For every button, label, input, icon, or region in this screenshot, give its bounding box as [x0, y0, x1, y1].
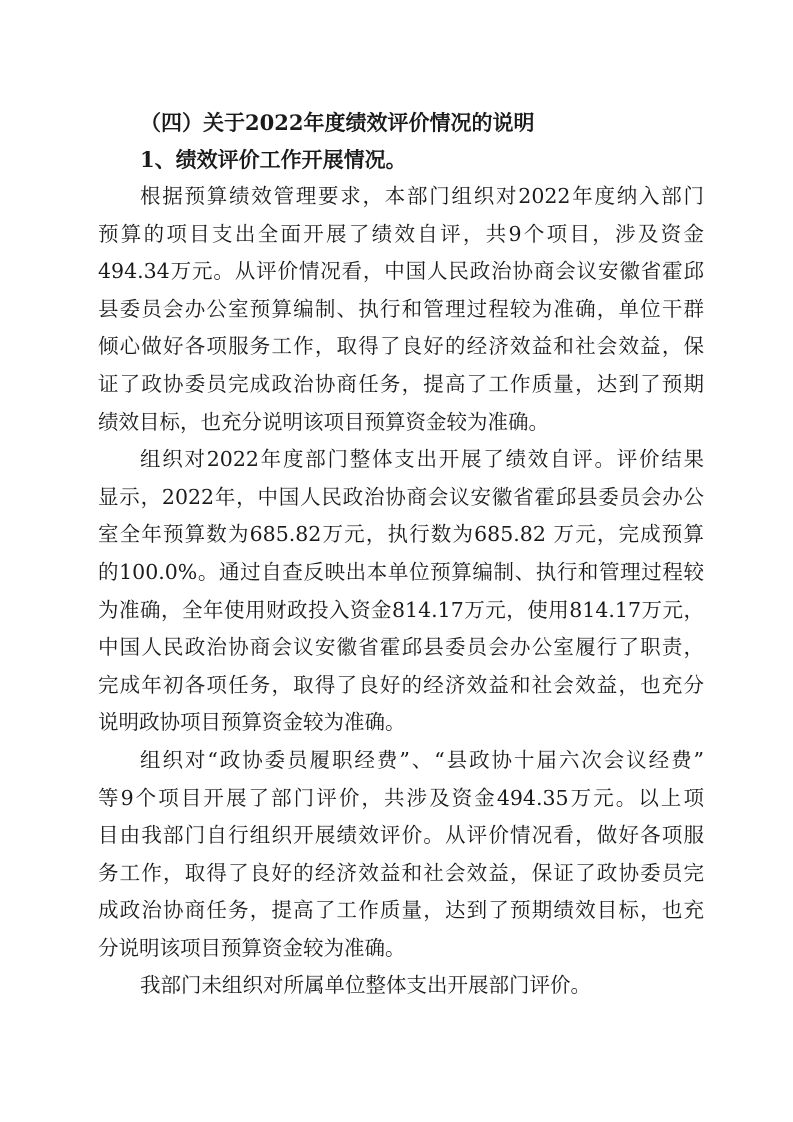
paragraph-line: 完成年初各项任务，取得了良好的经济效益和社会效益，也充分 [98, 672, 704, 697]
paragraph-line: 根据预算绩效管理要求，本部门组织对2022年度纳入部门 [140, 184, 704, 208]
sub-heading: 1、绩效评价工作开展情况。 [140, 147, 407, 172]
paragraph-subordinate-units [98, 967, 704, 1005]
paragraph-line: 说明政协项目预算资金较为准确。 [98, 710, 406, 735]
paragraph-line: 组织对2022年度部门整体支出开展了绩效自评。评价结果 [140, 447, 704, 472]
paragraph-line: 务工作，取得了良好的经济效益和社会效益，保证了政协委员完 [98, 860, 704, 885]
paragraph-department-evaluation [98, 742, 704, 968]
paragraph-line: 室全年预算数为685.82万元，执行数为685.82 万元，完成预算 [98, 522, 704, 547]
paragraph-overall-expenditure [98, 441, 704, 742]
paragraph-project-self-evaluation [98, 178, 704, 441]
paragraph-line: 分说明该项目预算资金较为准确。 [98, 935, 406, 960]
paragraph-line: 494.34万元。从评价情况看，中国人民政治协商会议安徽省霍邱 [98, 259, 704, 284]
paragraph-line: 等9个项目开展了部门评价，共涉及资金494.35万元。以上项 [98, 785, 704, 810]
paragraph-line: 组织对“政协委员履职经费”、“县政协十届六次会议经费” [140, 747, 704, 772]
paragraph-line: 预算的项目支出全面开展了绩效自评，共9个项目，涉及资金 [98, 221, 704, 246]
document-page [98, 104, 704, 1005]
paragraph-line: 成政治协商任务，提高了工作质量，达到了预期绩效目标，也充 [98, 898, 704, 923]
paragraph-line: 倾心做好各项服务工作，取得了良好的经济效益和社会效益，保 [98, 334, 704, 359]
paragraph-line: 为准确，全年使用财政投入资金814.17万元，使用814.17万元， [98, 597, 704, 622]
paragraph-line: 目由我部门自行组织开展绩效评价。从评价情况看，做好各项服 [98, 823, 704, 848]
paragraph-line: 我部门未组织对所属单位整体支出开展部门评价。 [140, 973, 591, 998]
section-heading: （四）关于2022年度绩效评价情况的说明 [140, 110, 535, 135]
paragraph-line: 县委员会办公室预算编制、执行和管理过程较为准确，单位干群 [98, 296, 704, 321]
paragraph-line: 显示，2022年，中国人民政治协商会议安徽省霍邱县委员会办公 [98, 484, 704, 509]
paragraph-line: 证了政协委员完成政治协商任务，提高了工作质量，达到了预期 [98, 371, 704, 396]
paragraph-line: 绩效目标，也充分说明该项目预算资金较为准确。 [98, 409, 549, 434]
paragraph-line: 的100.0%。通过自查反映出本单位预算编制、执行和管理过程较 [98, 559, 704, 584]
paragraph-line: 中国人民政治协商会议安徽省霍邱县委员会办公室履行了职责， [98, 635, 704, 660]
